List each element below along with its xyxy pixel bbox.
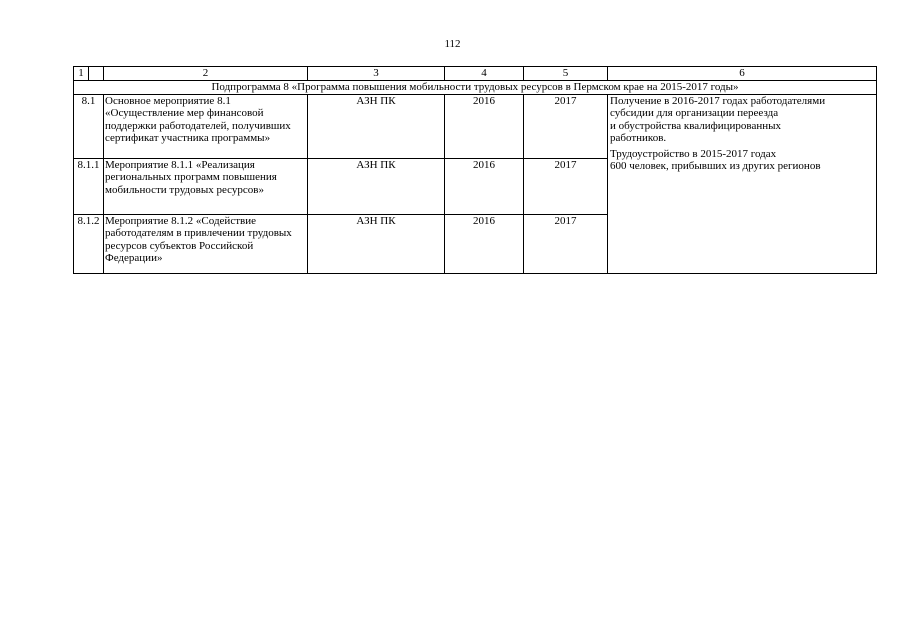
result-line: работников. — [610, 132, 667, 144]
row-end-year: 2017 — [524, 158, 608, 214]
result-line: и обустройства квалифицированных — [610, 119, 782, 132]
row-executor: АЗН ПК — [308, 158, 445, 214]
result-line: субсидии для организации переезда — [610, 107, 779, 119]
row-description: Мероприятие 8.1.2 «Содействие работодателям в привлечении трудовых ресурсов субъектов Российской Федерации» — [104, 214, 308, 273]
row-start-year: 2016 — [445, 94, 524, 158]
column-header-6: 6 — [608, 67, 877, 81]
column-header-4: 4 — [445, 67, 524, 81]
row-end-year: 2017 — [524, 214, 608, 273]
program-table — [73, 66, 877, 274]
result-line: Получение в 2016-2017 годах работодателями — [610, 94, 826, 107]
row-number: 8.1.1 — [74, 158, 104, 214]
row-executor: АЗН ПК — [308, 94, 445, 158]
page-number: 112 — [444, 38, 461, 50]
row-start-year: 2016 — [445, 214, 524, 273]
expected-results — [608, 94, 877, 273]
table-row — [74, 94, 877, 158]
row-number: 8.1.2 — [74, 214, 104, 273]
row-executor: АЗН ПК — [308, 214, 445, 273]
subprogram-title: Подпрограмма 8 «Программа повышения мобильности трудовых ресурсов в Пермском крае на 2015-2017 годы» — [74, 80, 877, 94]
column-header-1: 1 — [74, 67, 104, 81]
column-header-row — [74, 67, 877, 81]
subprogram-row — [74, 80, 877, 94]
row-start-year: 2016 — [445, 158, 524, 214]
result-line: Трудоустройство в 2015-2017 годах — [610, 147, 777, 160]
row-description: Мероприятие 8.1.1 «Реализация региональных программ повышения мобильности трудовых ресурсов» — [104, 158, 308, 214]
column-header-5: 5 — [524, 67, 608, 81]
result-line: 600 человек, прибывших из других регионов — [610, 160, 821, 172]
row-description: Основное мероприятие 8.1 «Осуществление мер финансовой поддержки работодателей, получивших сертификат участника программы» — [104, 94, 308, 158]
column-header-2: 2 — [104, 67, 308, 81]
row-end-year: 2017 — [524, 94, 608, 158]
row-number: 8.1 — [74, 94, 104, 158]
column-header-3: 3 — [308, 67, 445, 81]
